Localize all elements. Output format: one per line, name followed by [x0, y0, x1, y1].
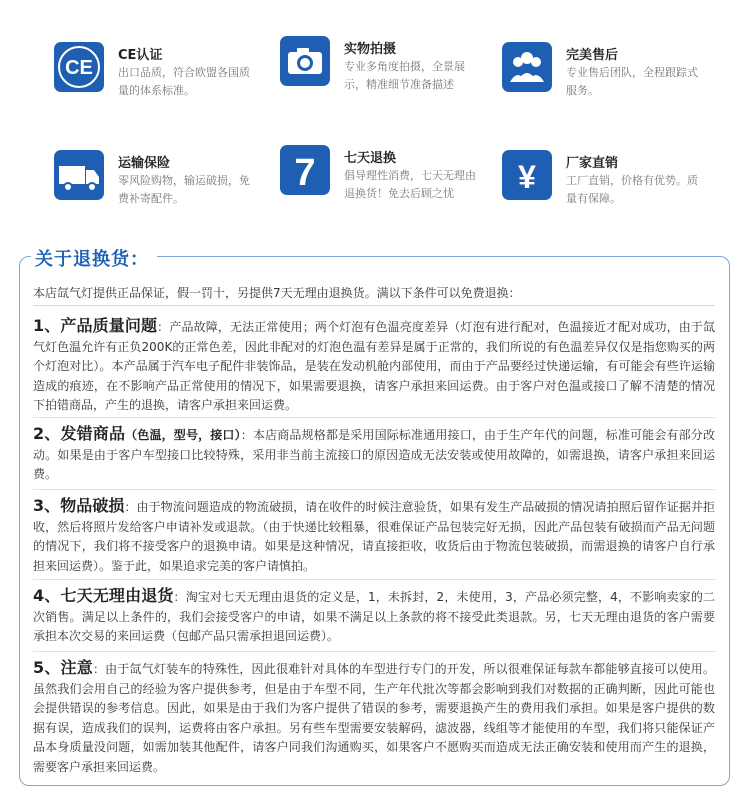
policy-item-body: 由于物流问题造成的物流破损，请在收件的时候注意验货，如果有发生产品破损的情况请拍照后留作证据并拒收，然后将照片发给客户申请补发或退款。（由于快递比较粗暴，很难保证产品包装完好无损，因此产品包装有破损而产品无问题的情况下，我们将不接受客户的退换申请。如果是这种情况，请直接拒收，收货后由于物流包装破损，而需退换的请客户自行承担来回运费）。鉴于此，如果追求完美的客户请慎拍。 [33, 500, 715, 573]
policy-item-colon: ： [173, 590, 186, 604]
policy-item-colon: ： [240, 428, 253, 442]
policy-item [33, 496, 715, 576]
feature-desc: 专业多角度拍摄，全景展示，精准细节准备描述 [344, 60, 465, 91]
feature-title: 运输保险 [118, 156, 171, 171]
feature-title: CE认证 [118, 48, 163, 63]
policy-item-number: 4、 [33, 586, 61, 605]
policy-item-body: 本店商品规格都是采用国际标准通用接口，由于生产年代的问题，标准可能会有部分改动。如果是由于客户车型接口比较特殊，采用非当前主流接口的原因造成无法安装或使用故障的，如需退换，请客户承担来回运费。 [33, 428, 715, 481]
svg-text:CE: CE [65, 57, 93, 79]
feature-aftersales [502, 42, 732, 132]
return-policy-intro: 本店氙气灯提供正品保证，假一罚十，另提供7天无理由退换货。满以下条件可以免费退换： [33, 286, 521, 300]
svg-text:7: 7 [294, 152, 316, 194]
feature-desc: 倡导理性消费，七天无理由退换货！免去后顾之忧 [344, 169, 476, 200]
policy-item [33, 424, 715, 485]
svg-text:¥: ¥ [518, 159, 536, 195]
policy-item-subtitle: （色温，型号，接口） [125, 428, 241, 442]
yen-icon [502, 150, 552, 200]
policy-item-colon: ： [124, 500, 137, 514]
policy-item-number: 3、 [33, 496, 61, 515]
policy-item-colon: ： [157, 320, 170, 334]
service-people-icon [502, 42, 552, 92]
ce-icon [54, 42, 104, 92]
feature-title: 厂家直销 [566, 156, 619, 171]
divider [33, 651, 715, 652]
feature-desc: 工厂直销，价格有优势。质量有保障。 [566, 174, 698, 205]
policy-item-title: 物品破损 [60, 496, 125, 515]
feature-grid [0, 0, 750, 240]
feature-seven-day [280, 145, 510, 235]
policy-item-body: 产品故障，无法正常使用；两个灯泡有色温亮度差异（灯泡有进行配对，色温接近才配对成功，由于氙气灯色温允许有正负200K的正常色差，因此非配对的灯泡色温有差异是属于正常的，我们所说的有色温差异仅仅是指您购买的两个灯泡对比）。本产品属于汽车电子配件非装饰品，是装在发动机舱内部使用，而由于产品要经过快递运输，有可能会有些许运输造成的痕迹，在不影响产品正常使用的情况下，如果需要退换，请客户承担来回运费。由于客户对色温或接口了解不清楚的情况下拍错商品，产生的退换，请客户承担来回运费。 [33, 320, 715, 412]
camera-icon [280, 36, 330, 86]
policy-item-colon: ： [92, 662, 106, 676]
feature-desc: 专业售后团队，全程跟踪式服务。 [566, 66, 698, 97]
policy-item-number: 5、 [33, 658, 61, 677]
policy-item-number: 2、 [33, 424, 61, 443]
policy-item-title: 七天无理由退货 [60, 586, 174, 605]
policy-item [33, 586, 715, 647]
policy-item-title: 注意 [60, 658, 93, 677]
divider [33, 305, 715, 306]
return-policy-heading: 关于退换货： [31, 245, 157, 271]
divider [33, 579, 715, 580]
divider [33, 417, 715, 418]
feature-insurance [54, 150, 284, 240]
feature-title: 完美售后 [566, 48, 619, 63]
feature-title: 实物拍摄 [344, 42, 397, 57]
policy-item [33, 316, 715, 416]
feature-desc: 出口品质，符合欧盟各国质量的体系标准。 [118, 66, 250, 97]
truck-icon [54, 150, 104, 200]
feature-photo [280, 36, 510, 126]
divider [33, 489, 715, 490]
policy-item [33, 658, 715, 777]
feature-factory [502, 150, 732, 240]
feature-title: 七天退换 [344, 151, 397, 166]
policy-item-number: 1、 [33, 316, 61, 335]
feature-ce [54, 42, 284, 132]
policy-item-body: 淘宝对七天无理由退货的定义是，1，未拆封，2，未使用，3，产品必须完整，4，不影响卖家的二次销售。满足以上条件的，我们会接受客户的申请，如果不满足以上条款的将不接受此类退款。另，七天无理由退货的客户需要承担本次交易的来回运费（包邮产品只需承担退回运费）。 [33, 590, 715, 643]
policy-item-body: 由于氙气灯装车的特殊性，因此很难针对具体的车型进行专门的开发，所以很难保证每款车都能够直接可以使用。虽然我们会用自己的经验为客户提供参考，但是由于车型不同，生产年代批次等都会影响到我们对数据的正确判断，因此可能也会提供错误的参考信息。因此，如果是由于我们为客户提供了错误的参考，需要退换产生的费用我们承担。如果是客户提供的数据有误，造成我们的误判，运费将由客户承担。另有些车型需要安装解码，滤波器，线组等才能使用的车型，我们将只能保证产品本身质量没问题，如需加装其他配件，请客户同我们沟通购买，如果客户不愿购买而造成无法正确安装和使用而产生的退换，需要客户承担来回运费。 [33, 662, 715, 774]
policy-item-title: 发错商品 [60, 424, 126, 443]
seven-icon [280, 145, 330, 195]
policy-item-title: 产品质量问题 [60, 316, 158, 335]
feature-desc: 零风险购物，输运破损，免费补寄配件。 [118, 174, 250, 205]
